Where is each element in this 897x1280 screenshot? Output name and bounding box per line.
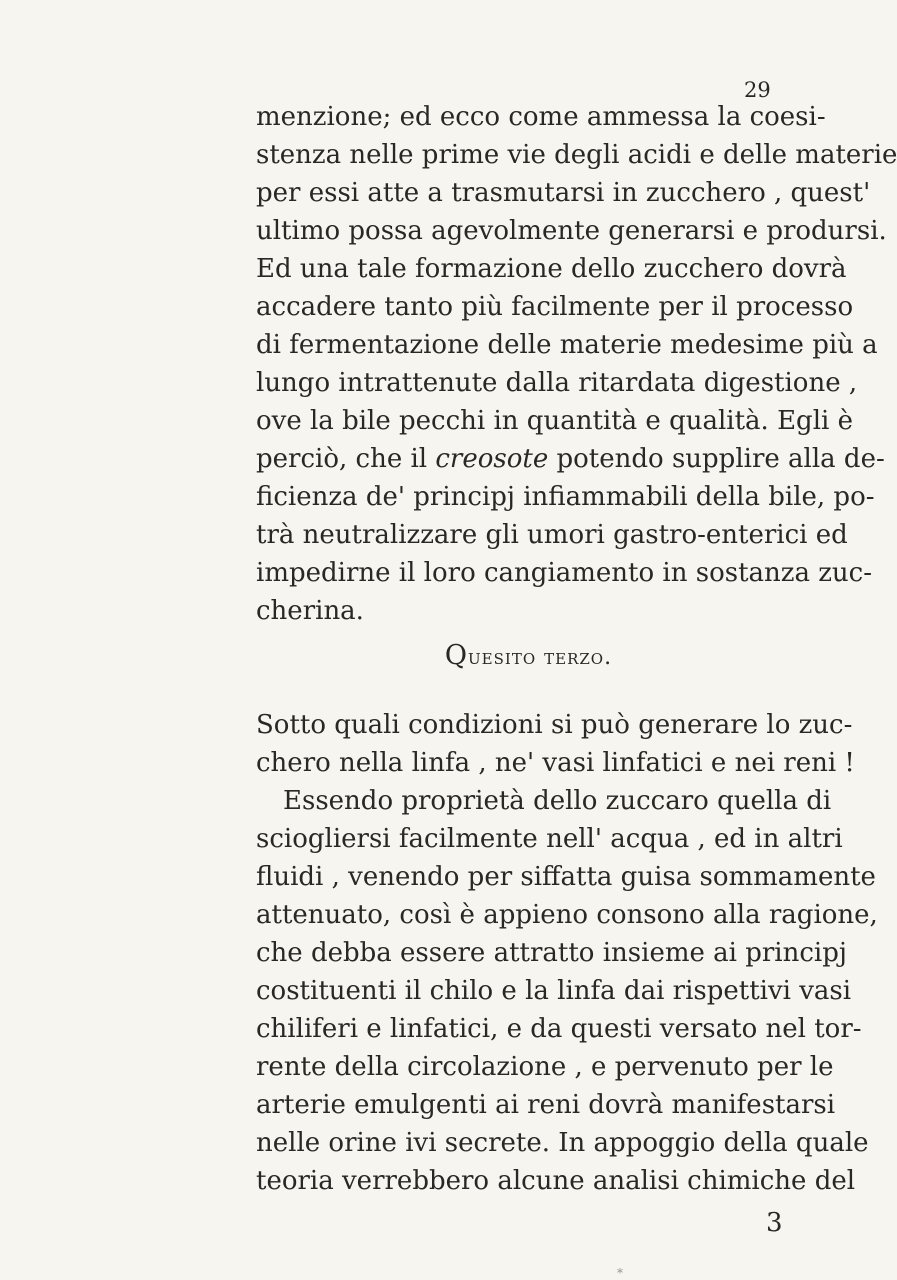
text-line: Ed una tale formazione dello zucchero dovrà — [256, 254, 847, 284]
heading-initial: Q — [444, 640, 469, 671]
text-line: teoria verrebbero alcune analisi chimiche del — [256, 1166, 856, 1196]
text-line: ove la bile pecchi in quantità e qualità. Egli è — [256, 406, 853, 436]
text-line: cherina. — [256, 596, 364, 626]
text-line: Essendo proprietà dello zuccaro quella di — [283, 786, 832, 816]
text-segment: potendo supplire alla de- — [548, 444, 885, 474]
text-line: stenza nelle prime vie degli acidi e delle materie — [256, 140, 897, 170]
text-line: attenuato, così è appieno consono alla ragione, — [256, 900, 878, 930]
text-line: chiliferi e linfatici, e da questi versato nel tor- — [256, 1014, 862, 1044]
text-line: menzione; ed ecco come ammessa la coesi- — [256, 102, 826, 132]
text-line: per essi atte a trasmutarsi in zucchero , quest' — [256, 178, 871, 208]
text-line: che debba essere attratto insieme ai principj — [256, 938, 847, 968]
italic-term: creosote — [435, 444, 549, 474]
text-line: costituenti il chilo e la linfa dai rispettivi vasi — [256, 976, 852, 1006]
heading-text: uesito terzo. — [468, 645, 613, 670]
text-line: rente della circolazione , e pervenuto per le — [256, 1052, 834, 1082]
text-line: accadere tanto più facilmente per il processo — [256, 292, 854, 322]
text-line: Sotto quali condizioni si può generare lo zuc- — [256, 710, 853, 740]
text-segment: perciò, che il — [256, 444, 436, 474]
section-heading — [256, 640, 801, 671]
text-line: lungo intrattenute dalla ritardata digestione , — [256, 368, 858, 398]
text-line: ultimo possa agevolmente generarsi e prodursi. — [256, 216, 887, 246]
text-line-with-italic — [256, 442, 885, 476]
text-line: nelle orine ivi secrete. In appoggio della quale — [256, 1128, 869, 1158]
text-line: arterie emulgenti ai reni dovrà manifestarsi — [256, 1090, 836, 1120]
text-line: chero nella linfa , ne' vasi linfatici e nei reni ! — [256, 748, 855, 778]
text-line: di fermentazione delle materie medesime più a — [256, 330, 878, 360]
page-number: 29 — [744, 78, 771, 102]
text-line: impedirne il loro cangiamento in sostanza zuc- — [256, 558, 873, 588]
text-line: sciogliersi facilmente nell' acqua , ed in altri — [256, 824, 843, 854]
text-line: trà neutralizzare gli umori gastro-enterici ed — [256, 520, 848, 550]
print-mark: * — [617, 1266, 623, 1280]
text-line: ficienza de' principj infiammabili della bile, po- — [256, 482, 875, 512]
signature-mark: 3 — [766, 1208, 783, 1238]
text-line: fluidi , venendo per siffatta guisa sommamente — [256, 862, 876, 892]
